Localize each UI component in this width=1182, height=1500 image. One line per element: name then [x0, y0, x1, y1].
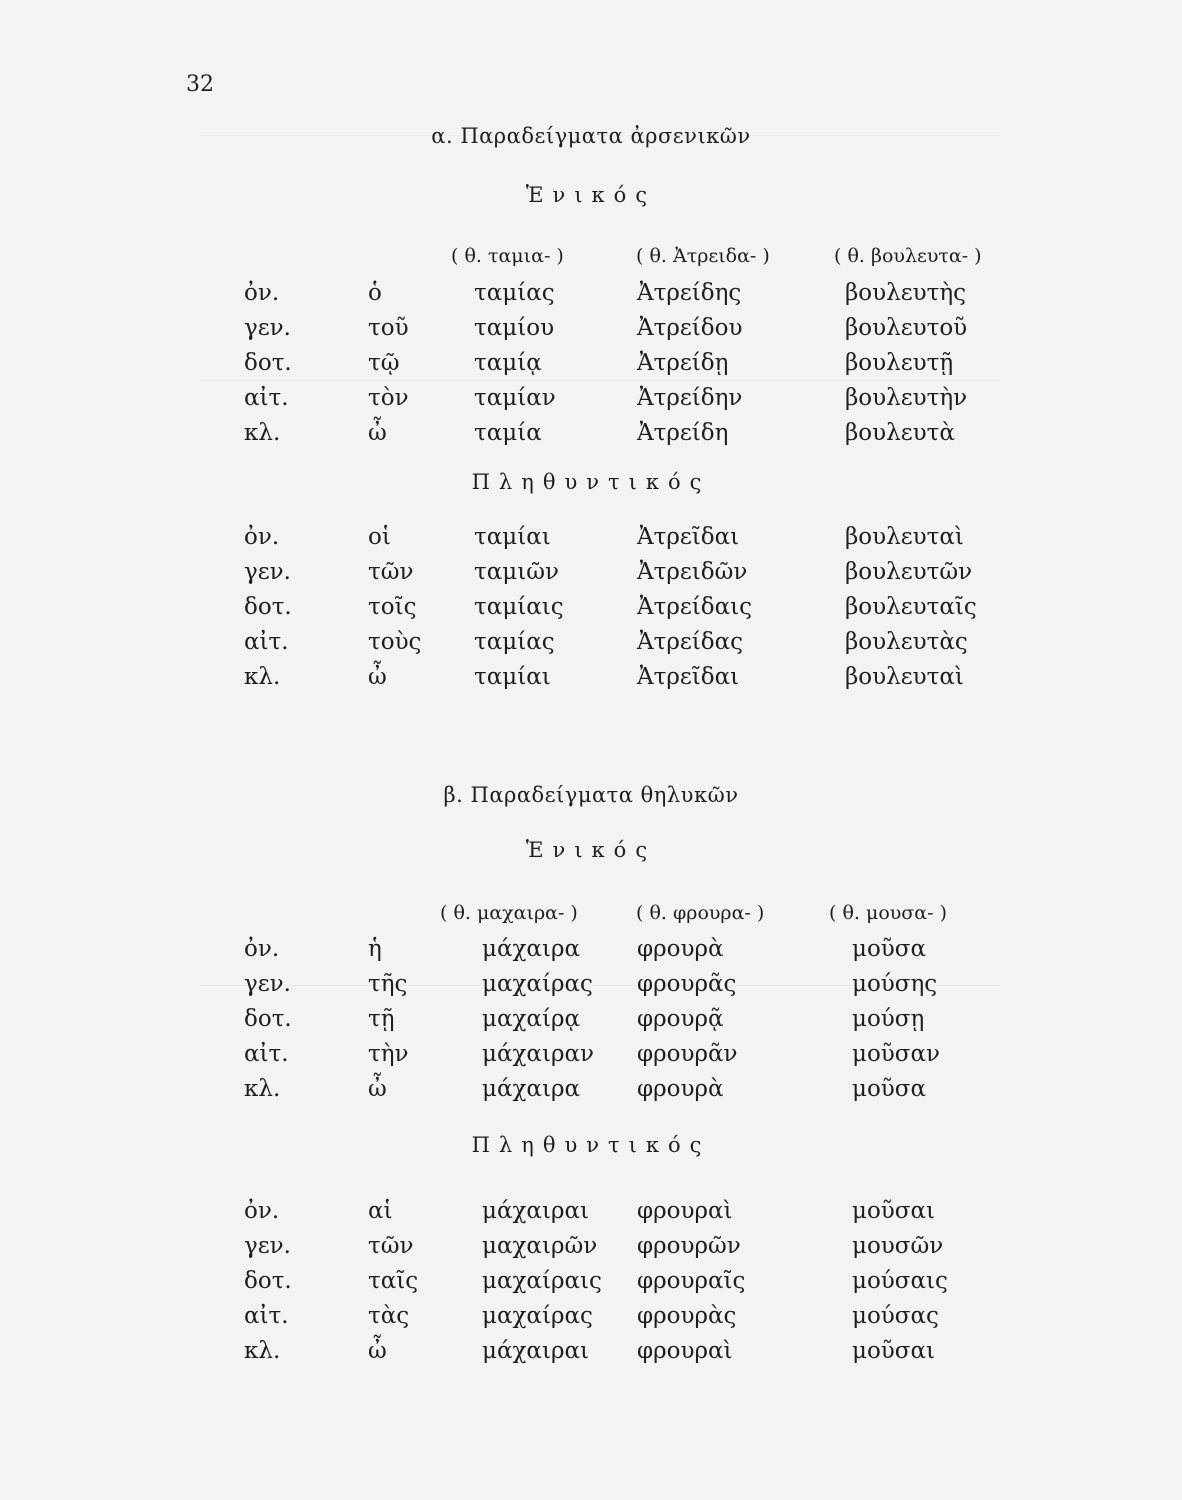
declension-row: [0, 1233, 1182, 1267]
stem-label: ( θ. βουλευτα- ): [834, 245, 982, 267]
form: βουλευτὴν: [845, 385, 968, 411]
declension-row: [0, 1338, 1182, 1372]
form: βουλευτῇ: [845, 350, 954, 376]
form: ταμίαι: [474, 664, 551, 690]
form: Ἀτρείδου: [637, 315, 743, 341]
declension-row: [0, 420, 1182, 454]
form: φρουρᾷ: [637, 1006, 724, 1032]
form: φρουρᾶς: [637, 971, 737, 997]
form: φρουραὶ: [637, 1198, 733, 1224]
form: μούσης: [852, 971, 938, 997]
article: τῶν: [368, 1233, 414, 1259]
case-label: γεν.: [244, 315, 291, 341]
declension-row: [0, 1198, 1182, 1232]
declension-row: [0, 559, 1182, 593]
form: Ἀτρείδαις: [637, 594, 753, 620]
declension-row: [0, 1268, 1182, 1302]
form: μοῦσα: [852, 1076, 927, 1102]
case-label: ὀν.: [244, 280, 280, 306]
declension-row: [0, 594, 1182, 628]
form: Ἀτρειδῶν: [637, 559, 748, 585]
article: ταῖς: [368, 1268, 419, 1294]
form: ταμίας: [474, 629, 555, 655]
article: ὦ: [368, 1076, 387, 1102]
form: μαχαίραις: [482, 1268, 602, 1294]
form: μοῦσαν: [852, 1041, 940, 1067]
article: τῆς: [368, 971, 408, 997]
form: ταμίαις: [474, 594, 564, 620]
case-label: κλ.: [244, 420, 281, 446]
case-label: αἰτ.: [244, 629, 289, 655]
stem-label: ( θ. μουσα- ): [829, 902, 947, 924]
form: βουλευταῖς: [845, 594, 977, 620]
declension-row: [0, 1303, 1182, 1337]
case-label: δοτ.: [244, 350, 292, 376]
form: ταμίαι: [474, 524, 551, 550]
form: φρουραὶ: [637, 1338, 733, 1364]
article: ὦ: [368, 420, 387, 446]
declension-row: [0, 664, 1182, 698]
form: μούσαις: [852, 1268, 948, 1294]
form: μούσας: [852, 1303, 939, 1329]
masculine-title: α. Παραδείγματα ἀρσενικῶν: [431, 124, 751, 148]
feminine-title: β. Παραδείγματα θηλυκῶν: [443, 783, 739, 807]
article: ὦ: [368, 1338, 387, 1364]
page-number: 32: [186, 72, 214, 97]
form: μοῦσαι: [852, 1338, 936, 1364]
article: τοῖς: [368, 594, 417, 620]
form: ταμίαν: [474, 385, 556, 411]
article: τῇ: [368, 1006, 395, 1032]
declension-row: [0, 1006, 1182, 1040]
case-label: δοτ.: [244, 1006, 292, 1032]
article: ὦ: [368, 664, 387, 690]
form: Ἀτρεῖδαι: [637, 524, 740, 550]
declension-row: [0, 1041, 1182, 1075]
article: τῷ: [368, 350, 400, 376]
article: τὴν: [368, 1041, 409, 1067]
form: Ἀτρείδης: [637, 280, 742, 306]
form: μαχαίρας: [482, 1303, 593, 1329]
form: Ἀτρείδη: [637, 420, 729, 446]
form: μαχαίρᾳ: [482, 1006, 581, 1032]
case-label: αἰτ.: [244, 1303, 289, 1329]
form: μάχαιραν: [482, 1041, 595, 1067]
form: φρουρᾶν: [637, 1041, 738, 1067]
declension-row: [0, 315, 1182, 349]
form: φρουραῖς: [637, 1268, 746, 1294]
stem-label: ( θ. φρουρα- ): [636, 902, 765, 924]
form: βουλευτῶν: [845, 559, 973, 585]
article: ὁ: [368, 280, 382, 306]
article: τὰς: [368, 1303, 410, 1329]
form: βουλευτὰς: [845, 629, 968, 655]
form: βουλευταὶ: [845, 664, 964, 690]
declension-row: [0, 1076, 1182, 1110]
article: αἱ: [368, 1198, 393, 1224]
form: βουλευταὶ: [845, 524, 964, 550]
article: οἱ: [368, 524, 391, 550]
form: μοῦσα: [852, 936, 927, 962]
case-label: ὀν.: [244, 1198, 280, 1224]
declension-row: [0, 971, 1182, 1005]
form: Ἀτρείδας: [637, 629, 744, 655]
form: φρουρὰ: [637, 1076, 724, 1102]
declension-row: [0, 385, 1182, 419]
case-label: αἰτ.: [244, 1041, 289, 1067]
article: ἡ: [368, 936, 382, 962]
form: μάχαιρα: [482, 936, 581, 962]
case-label: γεν.: [244, 559, 291, 585]
masculine-singular-heading: Ἑνικός: [525, 183, 657, 207]
form: ταμίας: [474, 280, 555, 306]
masculine-plural-heading: Πληθυντικός: [471, 470, 711, 494]
case-label: κλ.: [244, 1338, 281, 1364]
case-label: αἰτ.: [244, 385, 289, 411]
article: τὸν: [368, 385, 409, 411]
form: μάχαιραι: [482, 1338, 590, 1364]
stem-label: ( θ. μαχαιρα- ): [440, 902, 578, 924]
case-label: δοτ.: [244, 594, 292, 620]
article: τοὺς: [368, 629, 422, 655]
declension-row: [0, 524, 1182, 558]
declension-row: [0, 350, 1182, 384]
form: φρουρὰς: [637, 1303, 737, 1329]
form: βουλευτοῦ: [845, 315, 968, 341]
case-label: κλ.: [244, 1076, 281, 1102]
form: φρουρῶν: [637, 1233, 741, 1259]
form: Ἀτρείδην: [637, 385, 743, 411]
form: μαχαιρῶν: [482, 1233, 598, 1259]
article: τοῦ: [368, 315, 409, 341]
stem-label: ( θ. Ἀτρειδα- ): [636, 245, 770, 267]
declension-row: [0, 629, 1182, 663]
case-label: ὀν.: [244, 936, 280, 962]
case-label: κλ.: [244, 664, 281, 690]
form: μουσῶν: [852, 1233, 944, 1259]
form: μοῦσαι: [852, 1198, 936, 1224]
feminine-plural-heading: Πληθυντικός: [471, 1133, 711, 1157]
form: Ἀτρείδῃ: [637, 350, 729, 376]
form: μάχαιρα: [482, 1076, 581, 1102]
form: μούσῃ: [852, 1006, 925, 1032]
form: ταμίου: [474, 315, 555, 341]
declension-row: [0, 280, 1182, 314]
case-label: γεν.: [244, 971, 291, 997]
form: βουλευτὰ: [845, 420, 955, 446]
case-label: γεν.: [244, 1233, 291, 1259]
case-label: ὀν.: [244, 524, 280, 550]
form: ταμίᾳ: [474, 350, 542, 376]
form: ταμιῶν: [474, 559, 559, 585]
case-label: δοτ.: [244, 1268, 292, 1294]
stem-label: ( θ. ταμια- ): [451, 245, 564, 267]
form: μάχαιραι: [482, 1198, 590, 1224]
form: μαχαίρας: [482, 971, 593, 997]
feminine-singular-heading: Ἑνικός: [525, 838, 657, 862]
article: τῶν: [368, 559, 414, 585]
form: βουλευτὴς: [845, 280, 966, 306]
form: Ἀτρεῖδαι: [637, 664, 740, 690]
form: φρουρὰ: [637, 936, 724, 962]
form: ταμία: [474, 420, 542, 446]
declension-row: [0, 936, 1182, 970]
